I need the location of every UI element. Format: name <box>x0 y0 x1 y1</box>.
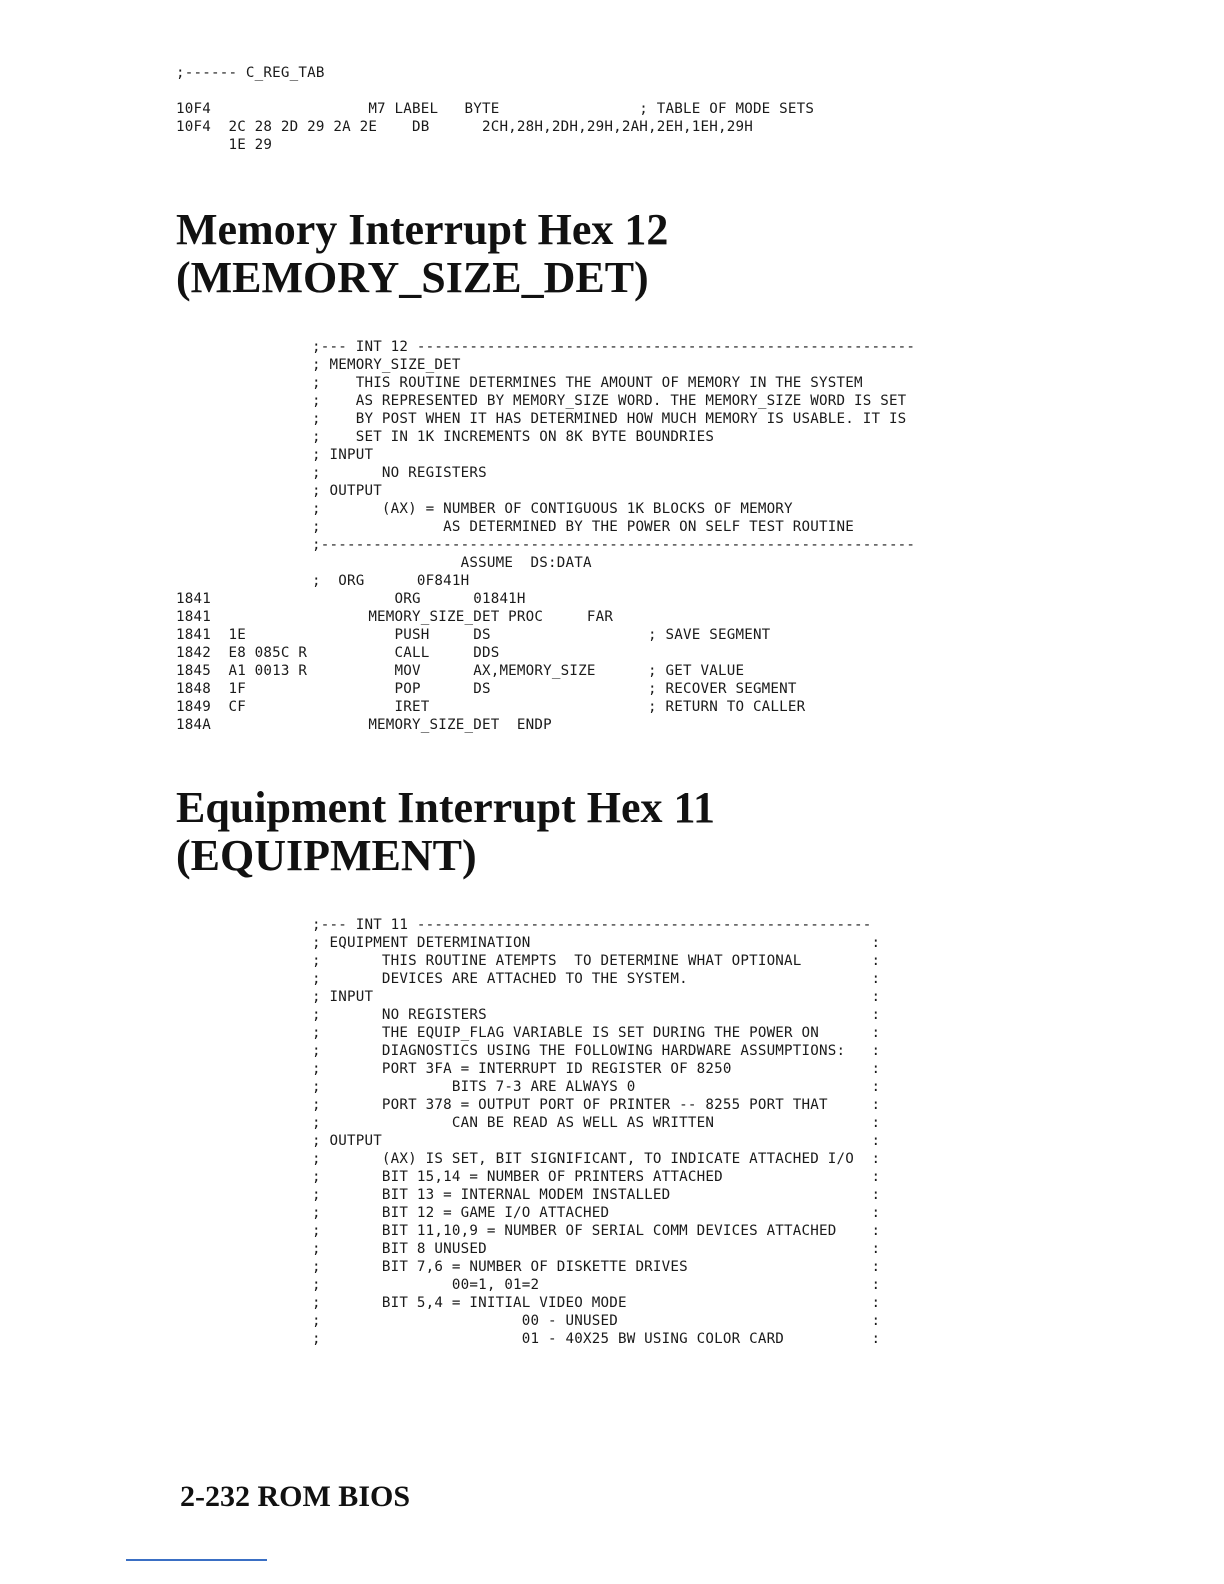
c-reg-tab-listing: ;------ C_REG_TAB 10F4 M7 LABEL BYTE ; TABLE OF MODE SETS 10F4 2C 28 2D 29 2A 2E DB 2CH,28H,2DH,29H,2AH,2EH,1EH,29H 1E 29 <box>176 65 815 153</box>
section-heading-memory-interrupt: Memory Interrupt Hex 12 <box>176 205 669 254</box>
int12-comment-block: ;--- INT 12 --------------------------------------------------------- ; MEMORY_SIZE_DET ; THIS ROUTINE DETERMINES THE AMOUNT OF MEMORY IN THE SYSTEM ; AS REPRESENTED BY MEMORY_SIZE WORD. THE MEMORY_SIZE WORD IS SET ; BY POST WHEN IT HAS DETERMINED HOW MUCH MEMORY IS USABLE. IT IS ; SET IN 1K INCREMENTS ON 8K BYTE BOUNDRIES ; INPUT ; NO REGISTERS ; OUTPUT ; (AX) = NUMBER OF CONTIGUOUS 1K BLOCKS OF MEMORY ; AS DETERMINED BY THE POWER ON SELF TEST ROUTINE ;-------------------------------------------------------------------- ASSUME DS:DATA ; ORG 0F841H <box>312 339 916 589</box>
footer-rule <box>126 1559 267 1561</box>
section-heading-memory-size-det: (MEMORY_SIZE_DET) <box>176 253 649 302</box>
int12-code-listing: 1841 ORG 01841H 1841 MEMORY_SIZE_DET PROC FAR 1841 1E PUSH DS ; SAVE SEGMENT 1842 E8 085C R CALL DDS 1845 A1 0013 R MOV AX,MEMORY_SIZE ; GET VALUE 1848 1F POP DS ; RECOVER SEGMENT 1849 CF IRET ; RETURN TO CALLER 184A MEMORY_SIZE_DET ENDP <box>176 591 806 733</box>
int11-comment-block: ;--- INT 11 ---------------------------------------------------- ; EQUIPMENT DETERMINATION : ; THIS ROUTINE ATEMPTS TO DETERMINE WHAT OPTIONAL : ; DEVICES ARE ATTACHED TO THE SYSTEM. : ; INPUT : ; NO REGISTERS : ; THE EQUIP_FLAG VARIABLE IS SET DURING THE POWER ON : ; DIAGNOSTICS USING THE FOLLOWING HARDWARE ASSUMPTIONS: : ; PORT 3FA = INTERRUPT ID REGISTER OF 8250 : ; BITS 7-3 ARE ALWAYS 0 : ; PORT 378 = OUTPUT PORT OF PRINTER -- 8255 PORT THAT : ; CAN BE READ AS WELL AS WRITTEN : ; OUTPUT : ; (AX) IS SET, BIT SIGNIFICANT, TO INDICATE ATTACHED I/O : ; BIT 15,14 = NUMBER OF PRINTERS ATTACHED : ; BIT 13 = INTERNAL MODEM INSTALLED : ; BIT 12 = GAME I/O ATTACHED : ; BIT 11,10,9 = NUMBER OF SERIAL COMM DEVICES ATTACHED : ; BIT 8 UNUSED : ; BIT 7,6 = NUMBER OF DISKETTE DRIVES : ; 00=1, 01=2 : ; BIT 5,4 = INITIAL VIDEO MODE : ; 00 - UNUSED : ; 01 - 40X25 BW USING COLOR CARD : <box>312 917 881 1347</box>
section-heading-equipment: (EQUIPMENT) <box>176 831 477 880</box>
section-heading-equipment-interrupt: Equipment Interrupt Hex 11 <box>176 783 716 832</box>
page-footer: 2-232 ROM BIOS <box>180 1480 411 1513</box>
